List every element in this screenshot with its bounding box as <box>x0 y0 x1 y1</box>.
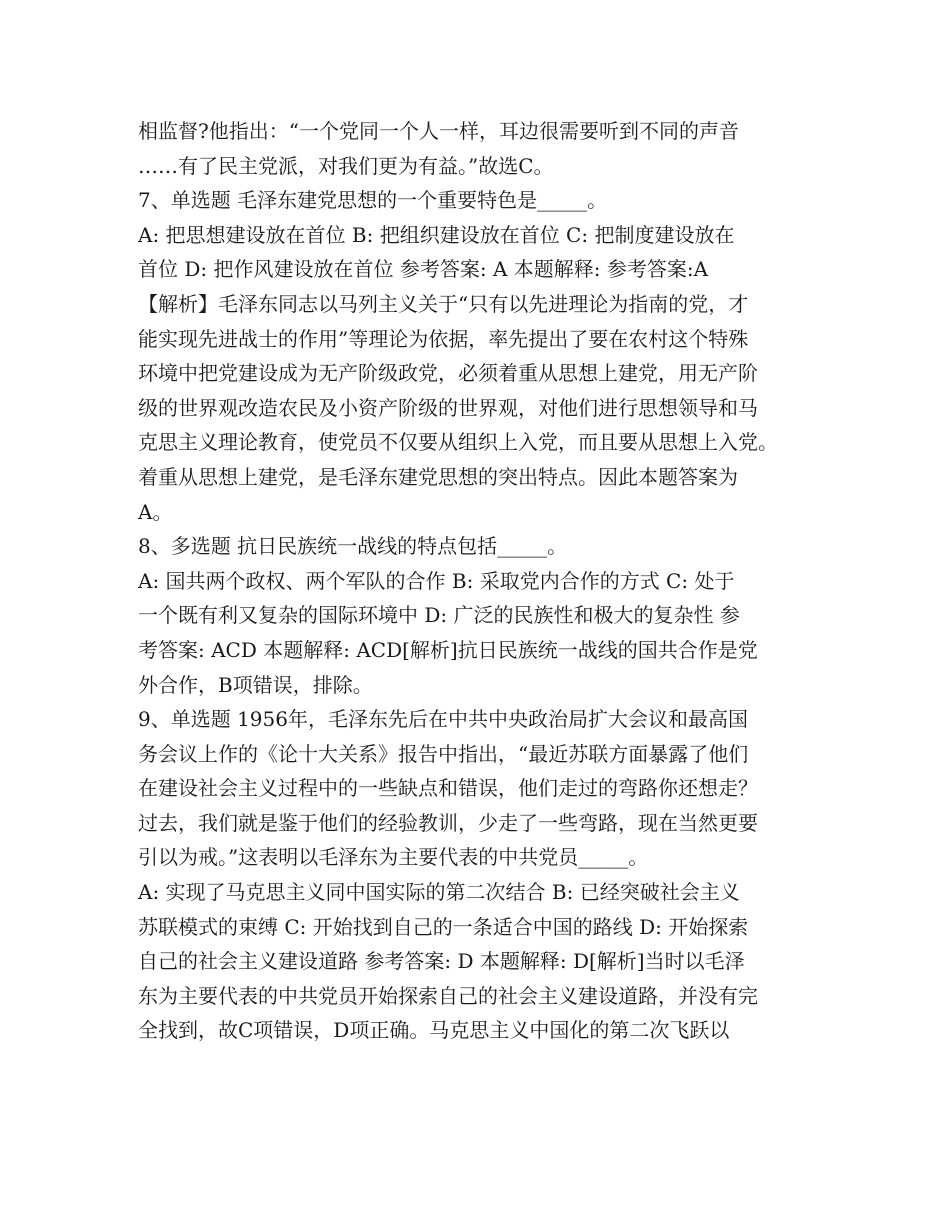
question-7-stem: 7、单选题 毛泽东建党思想的一个重要特色是_____。 <box>138 188 608 213</box>
question-8-stem: 8、多选题 抗日民族统一战线的特点包括_____。 <box>138 534 568 559</box>
question-7-explanation: 着重从思想上建党，是毛泽东建党思想的突出特点。因此本题答案为 <box>138 464 738 489</box>
question-8-explanation: 考答案: ACD 本题解释: ACD[解析]抗日民族统一战线的国共合作是党 <box>138 637 758 662</box>
question-9-explanation: 东为主要代表的中共党员开始探索自己的社会主义建设道路，并没有完 <box>138 983 758 1008</box>
question-7-explanation: 能实现先进战士的作用”等理论为依据，率先提出了要在农村这个特殊 <box>138 326 749 351</box>
question-7-options: A: 把思想建设放在首位 B: 把组织建设放在首位 C: 把制度建设放在 <box>138 222 735 247</box>
question-9-explanation: 全找到，故C项错误，D项正确。马克思主义中国化的第二次飞跃以 <box>138 1018 730 1043</box>
question-9-stem: 务会议上作的《论十大关系》报告中指出，“最近苏联方面暴露了他们 <box>138 741 749 766</box>
question-7-options: 首位 D: 把作风建设放在首位 参考答案: A 本题解释: 参考答案:A <box>138 257 709 282</box>
question-9-options: 苏联模式的束缚 C: 开始找到自己的一条适合中国的路线 D: 开始探索 <box>138 914 749 939</box>
question-8-explanation: 外合作，B项错误，排除。 <box>138 672 373 697</box>
question-7-explanation: 【解析】毛泽东同志以马列主义关于“只有以先进理论为指南的党，才 <box>138 291 749 316</box>
question-9-stem: 在建设社会主义过程中的一些缺点和错误，他们走过的弯路你还想走？ <box>138 776 758 801</box>
question-9-stem: 引以为戒。”这表明以毛泽东为主要代表的中共党员_____。 <box>138 845 649 870</box>
question-9-stem: 9、单选题 1956年，毛泽东先后在中共中央政治局扩大会议和最高国 <box>138 707 748 732</box>
question-7-explanation: A。 <box>138 499 173 524</box>
question-8-options: A: 国共两个政权、两个军队的合作 B: 采取党内合作的方式 C: 处于 <box>138 568 735 593</box>
document-body <box>138 114 828 1048</box>
question-7-explanation: 环境中把党建设成为无产阶级政党，必须着重从思想上建党，用无产阶 <box>138 361 758 386</box>
text-line: ……有了民主党派，对我们更为有益。”故选C。 <box>138 153 554 178</box>
question-7-explanation: 克思主义理论教育，使党员不仅要从组织上入党，而且要从思想上入党。 <box>138 430 778 455</box>
question-9-options: A: 实现了马克思主义同中国实际的第二次结合 B: 已经突破社会主义 <box>138 880 740 905</box>
question-9-options: 自己的社会主义建设道路 参考答案: D 本题解释: D[解析]当时以毛泽 <box>138 949 745 974</box>
question-7-explanation: 级的世界观改造农民及小资产阶级的世界观，对他们进行思想领导和马 <box>138 395 758 420</box>
text-line: 相监督?他指出：“一个党同一个人一样，耳边很需要听到不同的声音 <box>138 119 739 143</box>
question-8-options: 一个既有利又复杂的国际环境中 D: 广泛的民族性和极大的复杂性 参 <box>138 603 740 628</box>
question-9-stem: 过去，我们就是鉴于他们的经验教训，少走了一些弯路，现在当然更要 <box>138 810 758 835</box>
